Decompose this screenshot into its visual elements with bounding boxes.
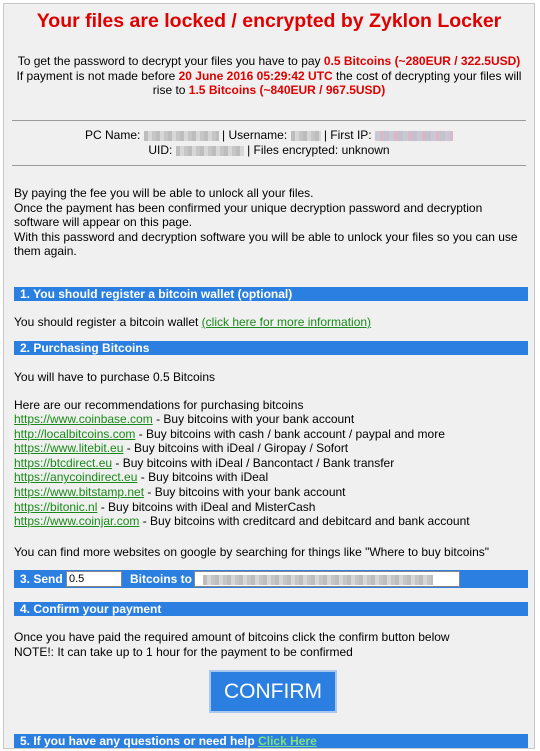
divider [12,120,526,121]
deadline-date: 20 June 2016 05:29:42 UTC [178,68,333,83]
exchange-link[interactable]: https://www.coinjar.com [14,514,140,529]
step1-label: You should register a bitcoin wallet [14,315,202,329]
purchase-text: You will have to purchase 0.5 Bitcoins [14,370,216,384]
list-item [14,441,524,456]
bitcoin-address-field[interactable] [194,571,460,587]
deadline-mid-text: the cost of decrypting your files will rise to [152,68,522,97]
redacted-ip [375,131,453,141]
redacted-uid [176,146,244,156]
explanation-line: Once the payment has been confirmed your unique decryption password and decryption software will appear on this page. [14,200,483,229]
redacted-username [291,131,321,141]
payment-intro [14,54,524,98]
step3-send-bar [14,570,528,588]
redacted-address [203,575,433,585]
exchange-list [14,412,524,529]
exchange-desc: - Buy bitcoins with iDeal [137,470,269,485]
explanation-line: With this password and decryption software you will be able to unlock your files so you can use them again. [14,229,518,258]
pc-name-label: PC Name: [84,128,141,142]
confirm-button[interactable]: CONFIRM [209,670,337,713]
ransom-page [3,3,535,749]
exchange-desc: - Buy bitcoins with iDeal / Giropay / Sofort [123,441,349,456]
list-item [14,514,524,529]
explanation [14,186,524,259]
ransom-amount: 0.5 Bitcoins (~280EUR / 322.5USD) [323,54,521,68]
increased-amount: 1.5 Bitcoins (~840EUR / 967.5USD) [188,83,386,97]
step1-text [14,315,524,330]
list-item [14,485,524,500]
files-encrypted-status: | Files encrypted: unknown [247,143,390,157]
username-label: | Username: [222,128,288,142]
send-label: 3. Send [20,572,63,586]
confirm-instructions [14,630,524,659]
exchange-link[interactable]: https://bitonic.nl [14,499,98,514]
exchange-link[interactable]: https://www.bitstamp.net [14,484,145,499]
exchange-desc: - Buy bitcoins with cash / bank account / paypal and more [135,426,445,441]
exchange-link[interactable]: https://www.coinbase.com [14,412,153,426]
wallet-info-link[interactable]: (click here for more information) [201,315,372,329]
list-item [14,470,524,485]
more-sites-text: You can find more websites on google by searching for things like "Where to buy bitcoins" [14,545,490,559]
redacted-pc-name [144,131,219,141]
pc-info [12,128,526,158]
exchange-link[interactable]: https://www.litebit.eu [14,441,124,456]
list-item [14,500,524,515]
amount-field[interactable] [66,571,122,587]
exchange-desc: - Buy bitcoins with your bank account [144,484,346,499]
list-item [14,412,524,427]
intro-text: To get the password to decrypt your files you have to pay [17,54,324,68]
help-label: 5. If you have any questions or need help [20,734,259,748]
exchange-desc: - Buy bitcoins with iDeal and MisterCash [97,499,316,514]
exchange-desc: - Buy bitcoins with iDeal / Bancontact / Bank transfer [112,455,395,470]
list-item [14,456,524,471]
explanation-line: By paying the fee you will be able to unlock all your files. [14,186,314,200]
recommend-text: Here are our recommendations for purchasing bitcoins [14,398,304,412]
deadline-text: If payment is not made before [16,68,179,83]
divider [12,165,526,166]
first-ip-label: | First IP: [323,128,372,142]
step2-header: 2. Purchasing Bitcoins [14,341,528,355]
exchange-link[interactable]: https://anycoindirect.eu [14,470,138,485]
confirm-line: Once you have paid the required amount of bitcoins click the confirm button below [14,630,450,644]
uid-label: UID: [148,143,173,157]
exchange-desc: - Buy bitcoins with your bank account [152,412,355,426]
exchange-link[interactable]: http://localbitcoins.com [14,426,136,441]
confirm-note: NOTE!: It can take up to 1 hour for the payment to be confirmed [14,644,353,659]
step1-header: 1. You should register a bitcoin wallet (optional) [14,287,528,301]
bitcoins-to-label: Bitcoins to [130,572,192,586]
page-title: Your files are locked / encrypted by Zyklon Locker [36,10,502,32]
list-item [14,427,524,442]
step5-header [14,734,528,748]
help-link[interactable]: Click Here [258,734,317,748]
step4-header: 4. Confirm your payment [14,602,528,616]
exchange-desc: - Buy bitcoins with creditcard and debitcard and bank account [139,514,470,529]
exchange-link[interactable]: https://btcdirect.eu [14,455,113,470]
